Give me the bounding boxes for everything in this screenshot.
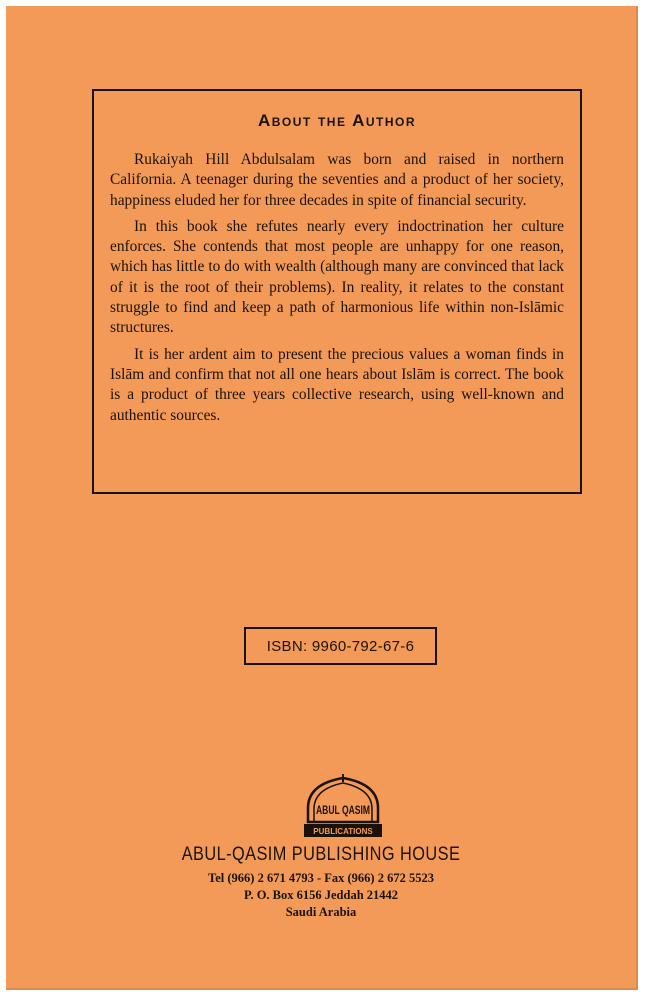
about-author-box [92, 89, 582, 494]
publisher-phone-fax: Tel (966) 2 671 4793 - Fax (966) 2 672 5523 [208, 871, 434, 885]
isbn-box: ISBN: 9960-792-67-6 [244, 627, 437, 665]
about-paragraph-1: Rukaiyah Hill Abdulsalam was born and raised in northern California. A teenager during the seventies and a product of her society, happiness eluded her for three decades in spite of financial security. [110, 151, 564, 209]
publisher-address: P. O. Box 6156 Jeddah 21442 [243, 888, 399, 902]
publisher-country: Saudi Arabia [285, 905, 357, 919]
about-author-title: About the Author [257, 111, 417, 130]
book-back-cover [6, 6, 638, 990]
about-paragraph-3: It is her ardent aim to present the precious values a woman finds in Islām and confirm that not all one hears about Islām is correct. The book is a product of three years collective research, using well-known and authentic sources. [110, 345, 564, 424]
publisher-name: ABUL-QASIM PUBLISHING HOUSE [181, 844, 461, 865]
publisher-logo [298, 774, 388, 840]
logo-name: ABUL QASIM [316, 803, 371, 817]
about-paragraph-2: In this book she refutes nearly every indoctrination her culture enforces. She contends that most people are unhappy for one reason, which has little to do with wealth (although many are convinced that lack of it is the root of their problems). In reality, it relates to the constant struggle to find and keep a path of harmonious life within non-Islāmic structures. [110, 217, 564, 337]
logo-subtitle: PUBLICATIONS [313, 827, 373, 836]
